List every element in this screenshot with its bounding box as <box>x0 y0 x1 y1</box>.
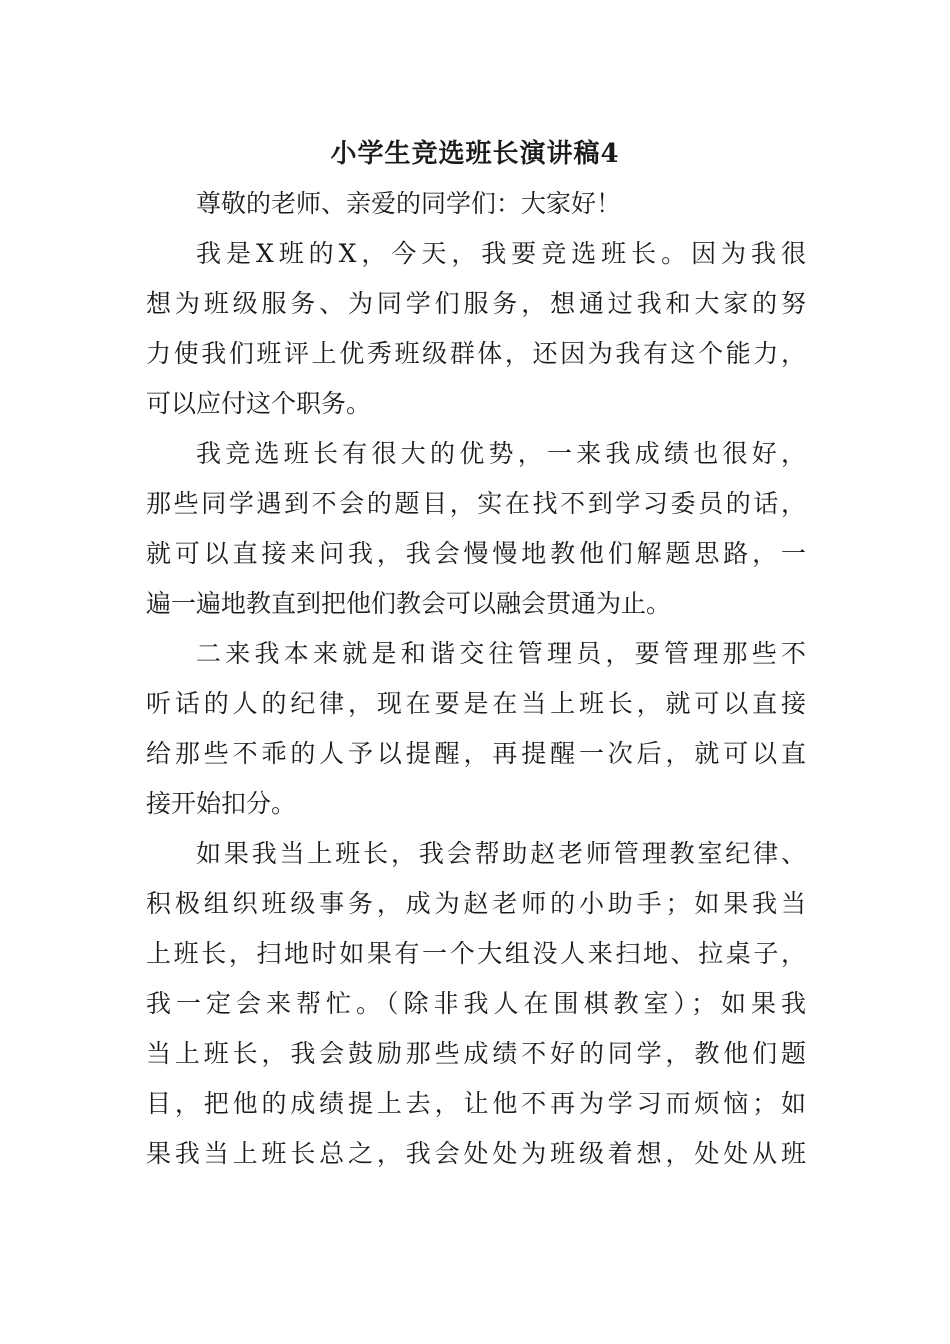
paragraph-line: 目，把他的成绩提上去，让他不再为学习而烦恼；如 <box>146 1089 806 1118</box>
paragraph-line: 果我当上班长总之，我会处处为班级着想，处处从班 <box>146 1139 806 1168</box>
paragraph-line: 如果我当上班长，我会帮助赵老师管理教室纪律、 <box>196 839 806 868</box>
paragraph-line: 给那些不乖的人予以提醒，再提醒一次后，就可以直 <box>146 739 806 768</box>
paragraph-line: 我一定会来帮忙。（除非我人在围棋教室）；如果我 <box>146 989 806 1018</box>
paragraph-line: 我竞选班长有很大的优势，一来我成绩也很好， <box>196 439 806 468</box>
paragraph-line: 我是X班的X，今天，我要竞选班长。因为我很 <box>196 239 806 268</box>
paragraph-line: 想为班级服务、为同学们服务，想通过我和大家的努 <box>146 289 806 318</box>
document-title: 小学生竞选班长演讲稿4 <box>330 139 620 169</box>
paragraph-line: 当上班长，我会鼓励那些成绩不好的同学，教他们题 <box>146 1039 806 1068</box>
paragraph-line: 积极组织班级事务，成为赵老师的小助手；如果我当 <box>146 889 806 918</box>
paragraph-line: 上班长，扫地时如果有一个大组没人来扫地、拉桌子， <box>146 939 806 968</box>
greeting-line: 尊敬的老师、亲爱的同学们：大家好！ <box>196 189 622 218</box>
paragraph-line: 二来我本来就是和谐交往管理员，要管理那些不 <box>196 639 806 668</box>
paragraph-line: 可以应付这个职务。 <box>146 389 372 418</box>
paragraph-line: 力使我们班评上优秀班级群体，还因为我有这个能力， <box>146 339 806 368</box>
paragraph-line: 听话的人的纪律，现在要是在当上班长，就可以直接 <box>146 689 806 718</box>
paragraph-line: 接开始扣分。 <box>146 789 297 818</box>
paragraph-line: 就可以直接来问我，我会慢慢地教他们解题思路，一 <box>146 539 806 568</box>
paragraph-line: 遍一遍地教直到把他们教会可以融会贯通为止。 <box>146 589 672 618</box>
paragraph-line: 那些同学遇到不会的题目，实在找不到学习委员的话， <box>146 489 806 518</box>
